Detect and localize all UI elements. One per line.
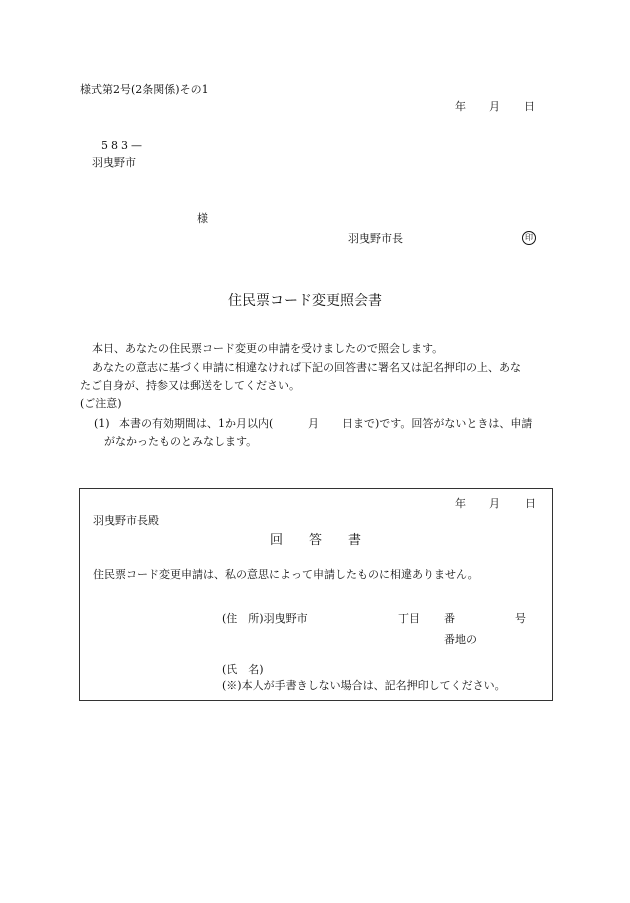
date-month-label: 月 [489, 100, 500, 113]
response-date-month: 月 [489, 497, 500, 510]
address-label: (住 所)羽曳野市 [222, 612, 308, 625]
banchi-label: 番地の [444, 633, 477, 646]
response-date-day: 日 [525, 497, 536, 510]
postal-code: 583— [101, 139, 145, 152]
note-1-month: 月 [308, 417, 319, 430]
chome-label: 丁目 [398, 612, 420, 625]
signature-note: (※)本人が手書きしない場合は、記名押印してください。 [222, 679, 506, 692]
note-heading: (ご注意) [80, 397, 122, 410]
ban-label: 番 [444, 612, 455, 625]
note-1-line-2: がなかったものとみなします。 [104, 435, 258, 448]
note-1-number: (1) [94, 417, 110, 430]
response-title: 回 答 書 [270, 533, 362, 548]
response-date-year: 年 [455, 497, 466, 510]
note-1-text-a: 本書の有効期間は、1か月以内( [119, 417, 274, 430]
instruction-line-1: あなたの意志に基づく申請に相違なければ下記の回答書に署名又は記名押印の上、あな [92, 361, 521, 374]
issuer-seal-mark [522, 230, 536, 245]
note-1-text-b: 日まで)です。回答がないときは、申請 [342, 417, 533, 430]
form-number: 様式第2号(2条関係)その1 [80, 83, 209, 96]
intro-paragraph: 本日、あなたの住民票コード変更の申請を受けましたので照会します。 [92, 342, 444, 355]
name-label: (氏 名) [222, 663, 264, 676]
go-label: 号 [515, 612, 526, 625]
issuer-title: 羽曳野市長 [348, 232, 403, 245]
date-year-label: 年 [455, 100, 466, 113]
response-form-box [79, 488, 553, 701]
date-day-label: 日 [524, 100, 535, 113]
document-title: 住民票コード変更照会書 [228, 293, 382, 309]
seal-icon: 印 [522, 231, 536, 245]
response-addressee: 羽曳野市長殿 [93, 514, 159, 527]
response-statement: 住民票コード変更申請は、私の意思によって申請したものに相違ありません。 [93, 568, 479, 581]
instruction-line-2: たご自身が、持参又は郵送をしてください。 [80, 379, 300, 392]
addressee-honorific: 様 [197, 212, 208, 225]
address-city: 羽曳野市 [92, 156, 136, 169]
